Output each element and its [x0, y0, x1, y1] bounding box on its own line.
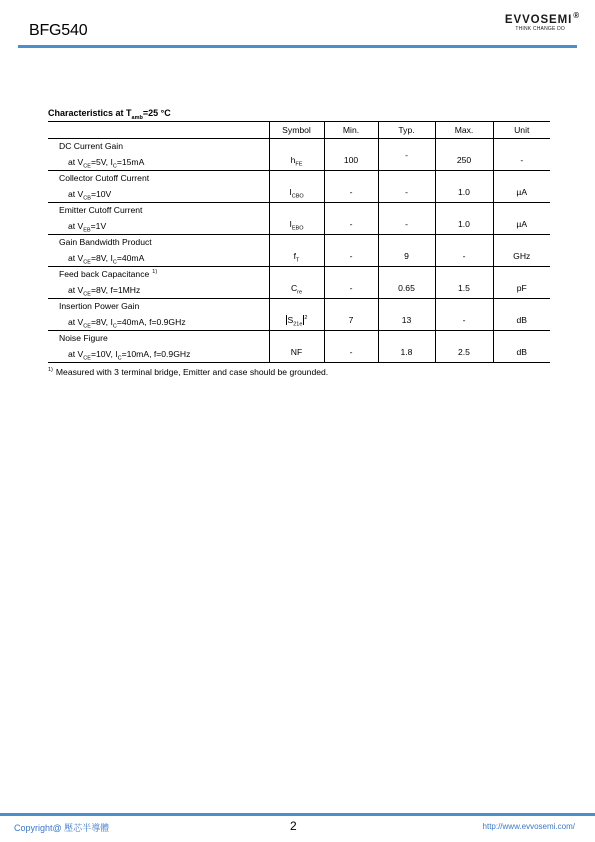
footnote-ref: 1): [152, 269, 158, 276]
max-value: 250: [456, 154, 472, 165]
min-value: -: [349, 346, 353, 357]
unit-value: dB: [516, 314, 527, 325]
footnote: $^{1)}$ Measured with 3 terminal bridge, Emitter and case should be grounded.: [48, 367, 329, 377]
symbol: $I_{CBO}$: [289, 186, 304, 200]
table-header-row: [48, 122, 550, 139]
typ-cell: [378, 267, 435, 299]
test-condition: at $V_{CE}=8V$, $I_C=40mA$: [68, 253, 145, 266]
copyright-text: Copyright@ 壓芯半導體: [14, 823, 110, 833]
parameter-cell: [48, 331, 269, 363]
unit-cell: [493, 203, 550, 235]
table-row: [48, 267, 550, 299]
symbol: $S_{21e}^2$: [287, 314, 308, 328]
typ-value: -: [405, 186, 408, 197]
typ-cell: [378, 139, 435, 171]
unit-cell: [493, 331, 550, 363]
table-row: [48, 203, 550, 235]
registered-mark: ®: [573, 11, 580, 21]
header-symbol: Symbol: [269, 122, 324, 139]
typ-value: 9: [404, 250, 409, 261]
max-cell: [435, 267, 493, 299]
symbol-cell: [269, 171, 324, 203]
unit-cell: [493, 171, 550, 203]
header-unit: Unit: [493, 122, 550, 139]
company-logo: [480, 10, 580, 32]
test-condition: at $V_{CB}=10V$: [68, 189, 112, 202]
test-condition: at $V_{CE}=8V$, $I_C=40mA$, f=0.9GHz: [68, 317, 186, 330]
symbol: $I_{EBO}$: [289, 218, 304, 232]
parameter-name: Insertion Power Gain: [59, 301, 140, 311]
parameter-cell: [48, 235, 269, 267]
symbol-cell: [269, 139, 324, 171]
test-condition: at $V_{CE}=5V$, $I_C=15mA$: [68, 157, 145, 170]
typ-cell: [378, 331, 435, 363]
typ-cell: [378, 203, 435, 235]
website-link[interactable]: http://www.evvosemi.com/: [482, 822, 575, 831]
max-cell: [435, 299, 493, 331]
parameter-cell: [48, 299, 269, 331]
symbol-cell: [269, 203, 324, 235]
parameter-cell: [48, 203, 269, 235]
table-row: [48, 235, 550, 267]
max-value: -: [462, 250, 466, 261]
typ-cell: [378, 171, 435, 203]
unit-cell: [493, 139, 550, 171]
min-cell: [324, 203, 378, 235]
footer-divider: [0, 813, 595, 816]
unit-value: dB: [516, 346, 527, 357]
typ-value: 13: [401, 314, 412, 325]
typ-cell: [378, 299, 435, 331]
typ-cell: [378, 235, 435, 267]
table-row: [48, 139, 550, 171]
min-cell: [324, 139, 378, 171]
logo-tagline: THINK CHANGE DO: [515, 26, 565, 32]
header-max: Max.: [435, 122, 493, 139]
max-cell: [435, 139, 493, 171]
unit-cell: [493, 267, 550, 299]
symbol-cell: [269, 299, 324, 331]
symbol: NF: [290, 346, 303, 357]
test-condition: at $V_{CE}=8V$, f=1MHz: [68, 285, 141, 298]
parameter-name: DC Current Gain: [59, 141, 123, 151]
symbol: $f_T$: [293, 250, 300, 264]
parameter-name: Noise Figure: [59, 333, 108, 343]
parameter-cell: [48, 139, 269, 171]
min-value: -: [349, 186, 353, 197]
unit-cell: [493, 235, 550, 267]
min-cell: [324, 267, 378, 299]
min-value: -: [349, 218, 353, 229]
parameter-name: Gain Bandwidth Product: [59, 237, 152, 247]
symbol: $h_{FE}$: [290, 154, 303, 168]
symbol-cell: [269, 267, 324, 299]
part-number: BFG540: [29, 22, 88, 39]
max-cell: [435, 235, 493, 267]
unit-value: -: [520, 154, 524, 165]
unit-value: GHz: [513, 250, 531, 261]
max-cell: [435, 203, 493, 235]
header-parameter: [48, 122, 269, 139]
logo-text: EVVOSEMI: [504, 14, 573, 26]
min-value: 7: [348, 314, 354, 325]
unit-value: µA: [516, 218, 528, 229]
table-row: [48, 299, 550, 331]
min-cell: [324, 235, 378, 267]
typ-value: 1.8: [400, 346, 413, 357]
header-typ: Typ.: [378, 122, 435, 139]
typ-value: -: [405, 218, 408, 229]
min-cell: [324, 299, 378, 331]
symbol-cell: [269, 235, 324, 267]
max-value: 1.0: [458, 218, 470, 229]
min-value: -: [349, 282, 353, 293]
min-cell: [324, 331, 378, 363]
parameter-name: Feed back Capacitance: [59, 269, 150, 279]
max-cell: [435, 331, 493, 363]
header-min: Min.: [324, 122, 378, 139]
max-value: 1.5: [458, 282, 470, 293]
table-row: [48, 171, 550, 203]
test-condition: at $V_{CE}=10V$, $I_C=10mA$, f=0.9GHz: [68, 349, 191, 362]
table-row: [48, 331, 550, 363]
symbol-cell: [269, 331, 324, 363]
min-cell: [324, 171, 378, 203]
section-title: Characteristics at $T_{amb}=25$ °C: [48, 108, 171, 121]
table-body: [48, 139, 550, 363]
unit-value: µA: [516, 186, 528, 197]
parameter-name: Emitter Cutoff Current: [59, 205, 143, 215]
parameter-name: Collector Cutoff Current: [59, 173, 150, 183]
max-cell: [435, 171, 493, 203]
min-value: 100: [343, 154, 359, 165]
unit-value: pF: [516, 282, 527, 293]
min-value: -: [349, 250, 353, 261]
test-condition: at $V_{EB}=1V$: [68, 221, 107, 234]
max-value: 1.0: [458, 186, 470, 197]
symbol: $C_{re}$: [290, 282, 303, 296]
max-value: 2.5: [458, 346, 470, 357]
typ-value: -: [405, 149, 408, 160]
parameter-cell: [48, 267, 269, 299]
parameter-cell: [48, 171, 269, 203]
characteristics-table: [48, 122, 550, 363]
unit-cell: [493, 299, 550, 331]
typ-value: 0.65: [398, 282, 415, 293]
header-divider: [18, 45, 577, 48]
max-value: -: [462, 314, 466, 325]
page-number: 2: [290, 819, 297, 833]
